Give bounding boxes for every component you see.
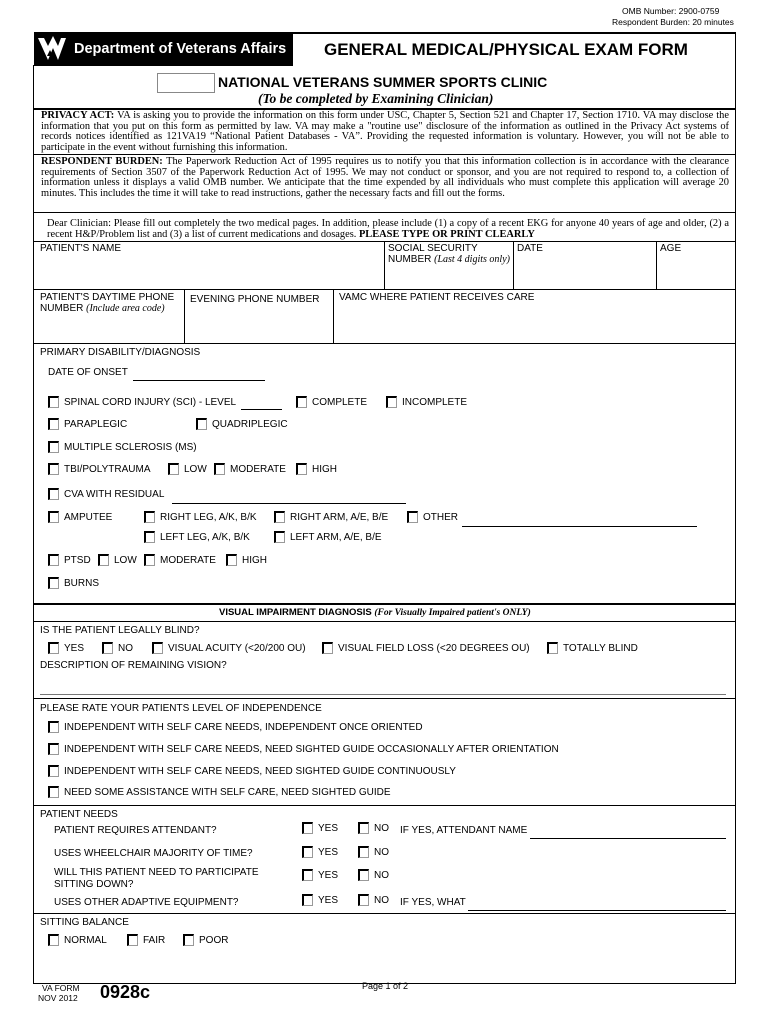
ptsd-moderate-label: MODERATE (160, 555, 216, 566)
quadriplegic-checkbox[interactable] (196, 418, 207, 430)
adaptive-yes-label: YES (318, 895, 339, 906)
ptsd-low-checkbox[interactable] (98, 554, 109, 566)
ssn-note: (Last 4 digits only) (434, 254, 510, 265)
participate-sitting-label-2: SITTING DOWN? (54, 879, 134, 890)
visual-field-loss-label: VISUAL FIELD LOSS (<20 DEGREES OU) (338, 643, 530, 654)
wheelchair-yes-label: YES (318, 847, 339, 858)
visual-acuity-label: VISUAL ACUITY (<20/200 OU) (168, 643, 306, 654)
department-name: Department of Veterans Affairs (74, 41, 287, 57)
blind-no-label: NO (118, 643, 133, 654)
age-label: AGE (660, 243, 682, 254)
visual-impairment-note: (For Visually Impaired patient's ONLY) (374, 608, 531, 618)
blind-yes-checkbox[interactable] (48, 642, 59, 654)
visual-impairment-heading (219, 607, 531, 619)
va-header-banner (34, 32, 293, 66)
respondent-burden-text: The Paperwork Reduction Act of 1995 requires us to notify you that this information collection is in accordance with the clearance requirements of Section 3507 of the Paperwork Reduction Act of 1995. We may not conduct or sponsor, and you are not required to respond to, a collection of information unless it displays a valid OMB number. We anticipate that the time expended by all individuals who must complete this application will average 20 minutes. This includes the time it will take to read instructions, gather the necessary facts and fill out the forms. (41, 156, 729, 199)
paraplegic-checkbox[interactable] (48, 418, 59, 430)
amputee-label: AMPUTEE (64, 512, 113, 523)
visual-field-loss-checkbox[interactable] (322, 642, 333, 654)
legally-blind-question: IS THE PATIENT LEGALLY BLIND? (40, 625, 200, 636)
adaptive-no-label: NO (374, 895, 389, 906)
complete-label: COMPLETE (312, 397, 368, 408)
sci-checkbox[interactable] (48, 396, 59, 408)
right-arm-checkbox[interactable] (274, 511, 285, 523)
paraplegic-label: PARAPLEGIC (64, 419, 128, 430)
respondent-burden-paragraph (41, 157, 729, 199)
wheelchair-label: USES WHEELCHAIR MAJORITY OF TIME? (54, 848, 253, 859)
remaining-vision-label: DESCRIPTION OF REMAINING VISION? (40, 660, 227, 671)
ms-label: MULTIPLE SCLEROSIS (MS) (64, 442, 197, 453)
tbi-label: TBI/POLYTRAUMA (64, 464, 151, 475)
ptsd-label: PTSD (64, 555, 91, 566)
va-logo-icon (36, 34, 68, 64)
sitting-poor-checkbox[interactable] (183, 934, 194, 946)
attendant-no-checkbox[interactable] (358, 822, 369, 834)
wheelchair-yes-checkbox[interactable] (302, 846, 313, 858)
tbi-high-label: HIGH (312, 464, 337, 475)
adaptive-no-checkbox[interactable] (358, 894, 369, 906)
date-of-onset-label: DATE OF ONSET (48, 367, 128, 378)
ptsd-low-label: LOW (114, 555, 137, 566)
left-leg-checkbox[interactable] (144, 531, 155, 543)
cva-label: CVA WITH RESIDUAL (64, 489, 165, 500)
burns-label: BURNS (64, 578, 100, 589)
independence-option-4-label: NEED SOME ASSISTANCE WITH SELF CARE, NEED SIGHTED GUIDE (64, 787, 391, 798)
tbi-moderate-label: MODERATE (230, 464, 286, 475)
ssn-label: SOCIAL SECURITY (388, 243, 478, 254)
patient-name-label: PATIENT'S NAME (40, 243, 121, 254)
daytime-phone-number-label: NUMBER (40, 303, 84, 314)
other-checkbox[interactable] (407, 511, 418, 523)
sci-level-field[interactable] (241, 409, 282, 410)
ssn-number-label: NUMBER (388, 254, 432, 265)
adaptive-yes-checkbox[interactable] (302, 894, 313, 906)
participate-yes-checkbox[interactable] (302, 869, 313, 881)
participate-no-label: NO (374, 870, 389, 881)
respondent-burden: Respondent Burden: 20 minutes (612, 17, 734, 27)
independence-option-1-checkbox[interactable] (48, 721, 59, 733)
footer-va-form: VA FORM (42, 983, 80, 993)
attendant-yes-checkbox[interactable] (302, 822, 313, 834)
primary-diagnosis-heading: PRIMARY DISABILITY/DIAGNOSIS (40, 347, 201, 358)
clinician-note (47, 219, 729, 240)
evening-phone-label: EVENING PHONE NUMBER (190, 294, 320, 305)
blank-box (157, 73, 215, 93)
wheelchair-no-checkbox[interactable] (358, 846, 369, 858)
tbi-high-checkbox[interactable] (296, 463, 307, 475)
independence-option-3-label: INDEPENDENT WITH SELF CARE NEEDS, NEED SIGHTED GUIDE CONTINUOUSLY (64, 766, 456, 777)
footer-form-number: 0928c (100, 982, 151, 1002)
complete-checkbox[interactable] (296, 396, 307, 408)
privacy-act-heading: PRIVACY ACT: (41, 110, 115, 121)
clinician-note-text: Dear Clinician: Please fill out completely the two medical pages. In addition, please include (1) a copy of a recent EKG for anyone 40 years of age and older, (2) a recent H&P/Problem list and (3) a list of current medications and dosages. (47, 218, 729, 240)
patient-needs-heading: PATIENT NEEDS (40, 809, 118, 820)
if-yes-what-label: IF YES, WHAT (400, 897, 466, 908)
right-arm-label: RIGHT ARM, A/E, B/E (290, 512, 389, 523)
independence-option-3-checkbox[interactable] (48, 765, 59, 777)
ptsd-moderate-checkbox[interactable] (144, 554, 155, 566)
independence-option-1-label: INDEPENDENT WITH SELF CARE NEEDS, INDEPENDENT ONCE ORIENTED (64, 722, 423, 733)
attendant-no-label: NO (374, 823, 389, 834)
independence-heading: PLEASE RATE YOUR PATIENTS LEVEL OF INDEPENDENCE (40, 703, 322, 714)
independence-option-4-checkbox[interactable] (48, 786, 59, 798)
participate-no-checkbox[interactable] (358, 869, 369, 881)
sci-label: SPINAL CORD INJURY (SCI) - LEVEL (64, 397, 237, 408)
quadriplegic-label: QUADRIPLEGIC (212, 419, 288, 430)
visual-impairment-title: VISUAL IMPAIRMENT DIAGNOSIS (219, 607, 372, 618)
participate-yes-label: YES (318, 870, 339, 881)
left-arm-checkbox[interactable] (274, 531, 285, 543)
footer-date: NOV 2012 (38, 993, 78, 1003)
clinic-subtitle: (To be completed by Examining Clinician) (258, 91, 494, 106)
right-leg-label: RIGHT LEG, A/K, B/K (160, 512, 257, 523)
if-yes-what-field[interactable] (468, 910, 726, 911)
sitting-normal-label: NORMAL (64, 935, 107, 946)
omb-number: OMB Number: 2900-0759 (622, 6, 720, 16)
left-leg-label: LEFT LEG, A/K, B/K (160, 532, 250, 543)
wheelchair-no-label: NO (374, 847, 389, 858)
sitting-fair-label: FAIR (143, 935, 166, 946)
ptsd-high-checkbox[interactable] (226, 554, 237, 566)
left-arm-label: LEFT ARM, A/E, B/E (290, 532, 382, 543)
respondent-burden-heading: RESPONDENT BURDEN: (41, 156, 163, 167)
date-of-onset-field[interactable] (133, 380, 265, 381)
incomplete-checkbox[interactable] (386, 396, 397, 408)
ptsd-checkbox[interactable] (48, 554, 59, 566)
other-field[interactable] (462, 526, 697, 527)
other-label: OTHER (423, 512, 458, 523)
privacy-act-text: VA is asking you to provide the information on this form under USC, Chapter 5, Section 521 and Chapter 17, Section 1710. VA may disclose the information that you put on this form as permitted by law. VA may make a "routine use" disclosure of the information as outlined in the Privacy Act systems of records notices identified as 121VA19 “National Patient Databases - VA”. Providing the requested information is voluntary. However, you will not be able to participate in the event without furnishing this information. (41, 110, 729, 153)
amputee-checkbox[interactable] (48, 511, 59, 523)
date-label: DATE (517, 243, 543, 254)
requires-attendant-label: PATIENT REQUIRES ATTENDANT? (54, 825, 217, 836)
sitting-poor-label: POOR (199, 935, 229, 946)
totally-blind-checkbox[interactable] (547, 642, 558, 654)
attendant-yes-label: YES (318, 823, 339, 834)
totally-blind-label: TOTALLY BLIND (563, 643, 638, 654)
tbi-moderate-checkbox[interactable] (214, 463, 225, 475)
burns-checkbox[interactable] (48, 577, 59, 589)
tbi-low-checkbox[interactable] (168, 463, 179, 475)
footer-page-number: Page 1 of 2 (362, 981, 409, 991)
cva-checkbox[interactable] (48, 488, 59, 500)
daytime-phone-label: PATIENT'S DAYTIME PHONE (40, 292, 175, 303)
tbi-low-label: LOW (184, 464, 207, 475)
participate-sitting-label-1: WILL THIS PATIENT NEED TO PARTICIPATE (54, 867, 259, 878)
daytime-phone-note: (Include area code) (86, 303, 165, 314)
form-title: GENERAL MEDICAL/PHYSICAL EXAM FORM (324, 40, 688, 59)
blind-yes-label: YES (64, 643, 85, 654)
sitting-fair-checkbox[interactable] (127, 934, 138, 946)
privacy-act-paragraph (41, 111, 729, 153)
adaptive-equipment-label: USES OTHER ADAPTIVE EQUIPMENT? (54, 897, 239, 908)
clinic-name: NATIONAL VETERANS SUMMER SPORTS CLINIC (218, 74, 548, 90)
daytime-phone-label-2 (40, 303, 165, 315)
attendant-name-field[interactable] (530, 838, 726, 839)
vamc-label: VAMC WHERE PATIENT RECEIVES CARE (339, 292, 535, 303)
independence-option-2-checkbox[interactable] (48, 743, 59, 755)
blind-no-checkbox[interactable] (102, 642, 113, 654)
cva-residual-field[interactable] (172, 503, 406, 504)
sitting-normal-checkbox[interactable] (48, 934, 59, 946)
ssn-label-2 (388, 254, 510, 266)
tbi-checkbox[interactable] (48, 463, 59, 475)
remaining-vision-field[interactable] (40, 694, 726, 695)
right-leg-checkbox[interactable] (144, 511, 155, 523)
clinician-note-emphasis: PLEASE TYPE OR PRINT CLEARLY (358, 228, 535, 240)
attendant-name-label: IF YES, ATTENDANT NAME (400, 825, 528, 836)
sitting-balance-heading: SITTING BALANCE (40, 917, 129, 928)
visual-acuity-checkbox[interactable] (152, 642, 163, 654)
ms-checkbox[interactable] (48, 441, 59, 453)
ptsd-high-label: HIGH (242, 555, 267, 566)
incomplete-label: INCOMPLETE (402, 397, 468, 408)
independence-option-2-label: INDEPENDENT WITH SELF CARE NEEDS, NEED SIGHTED GUIDE OCCASIONALLY AFTER ORIENTATION (64, 744, 559, 755)
